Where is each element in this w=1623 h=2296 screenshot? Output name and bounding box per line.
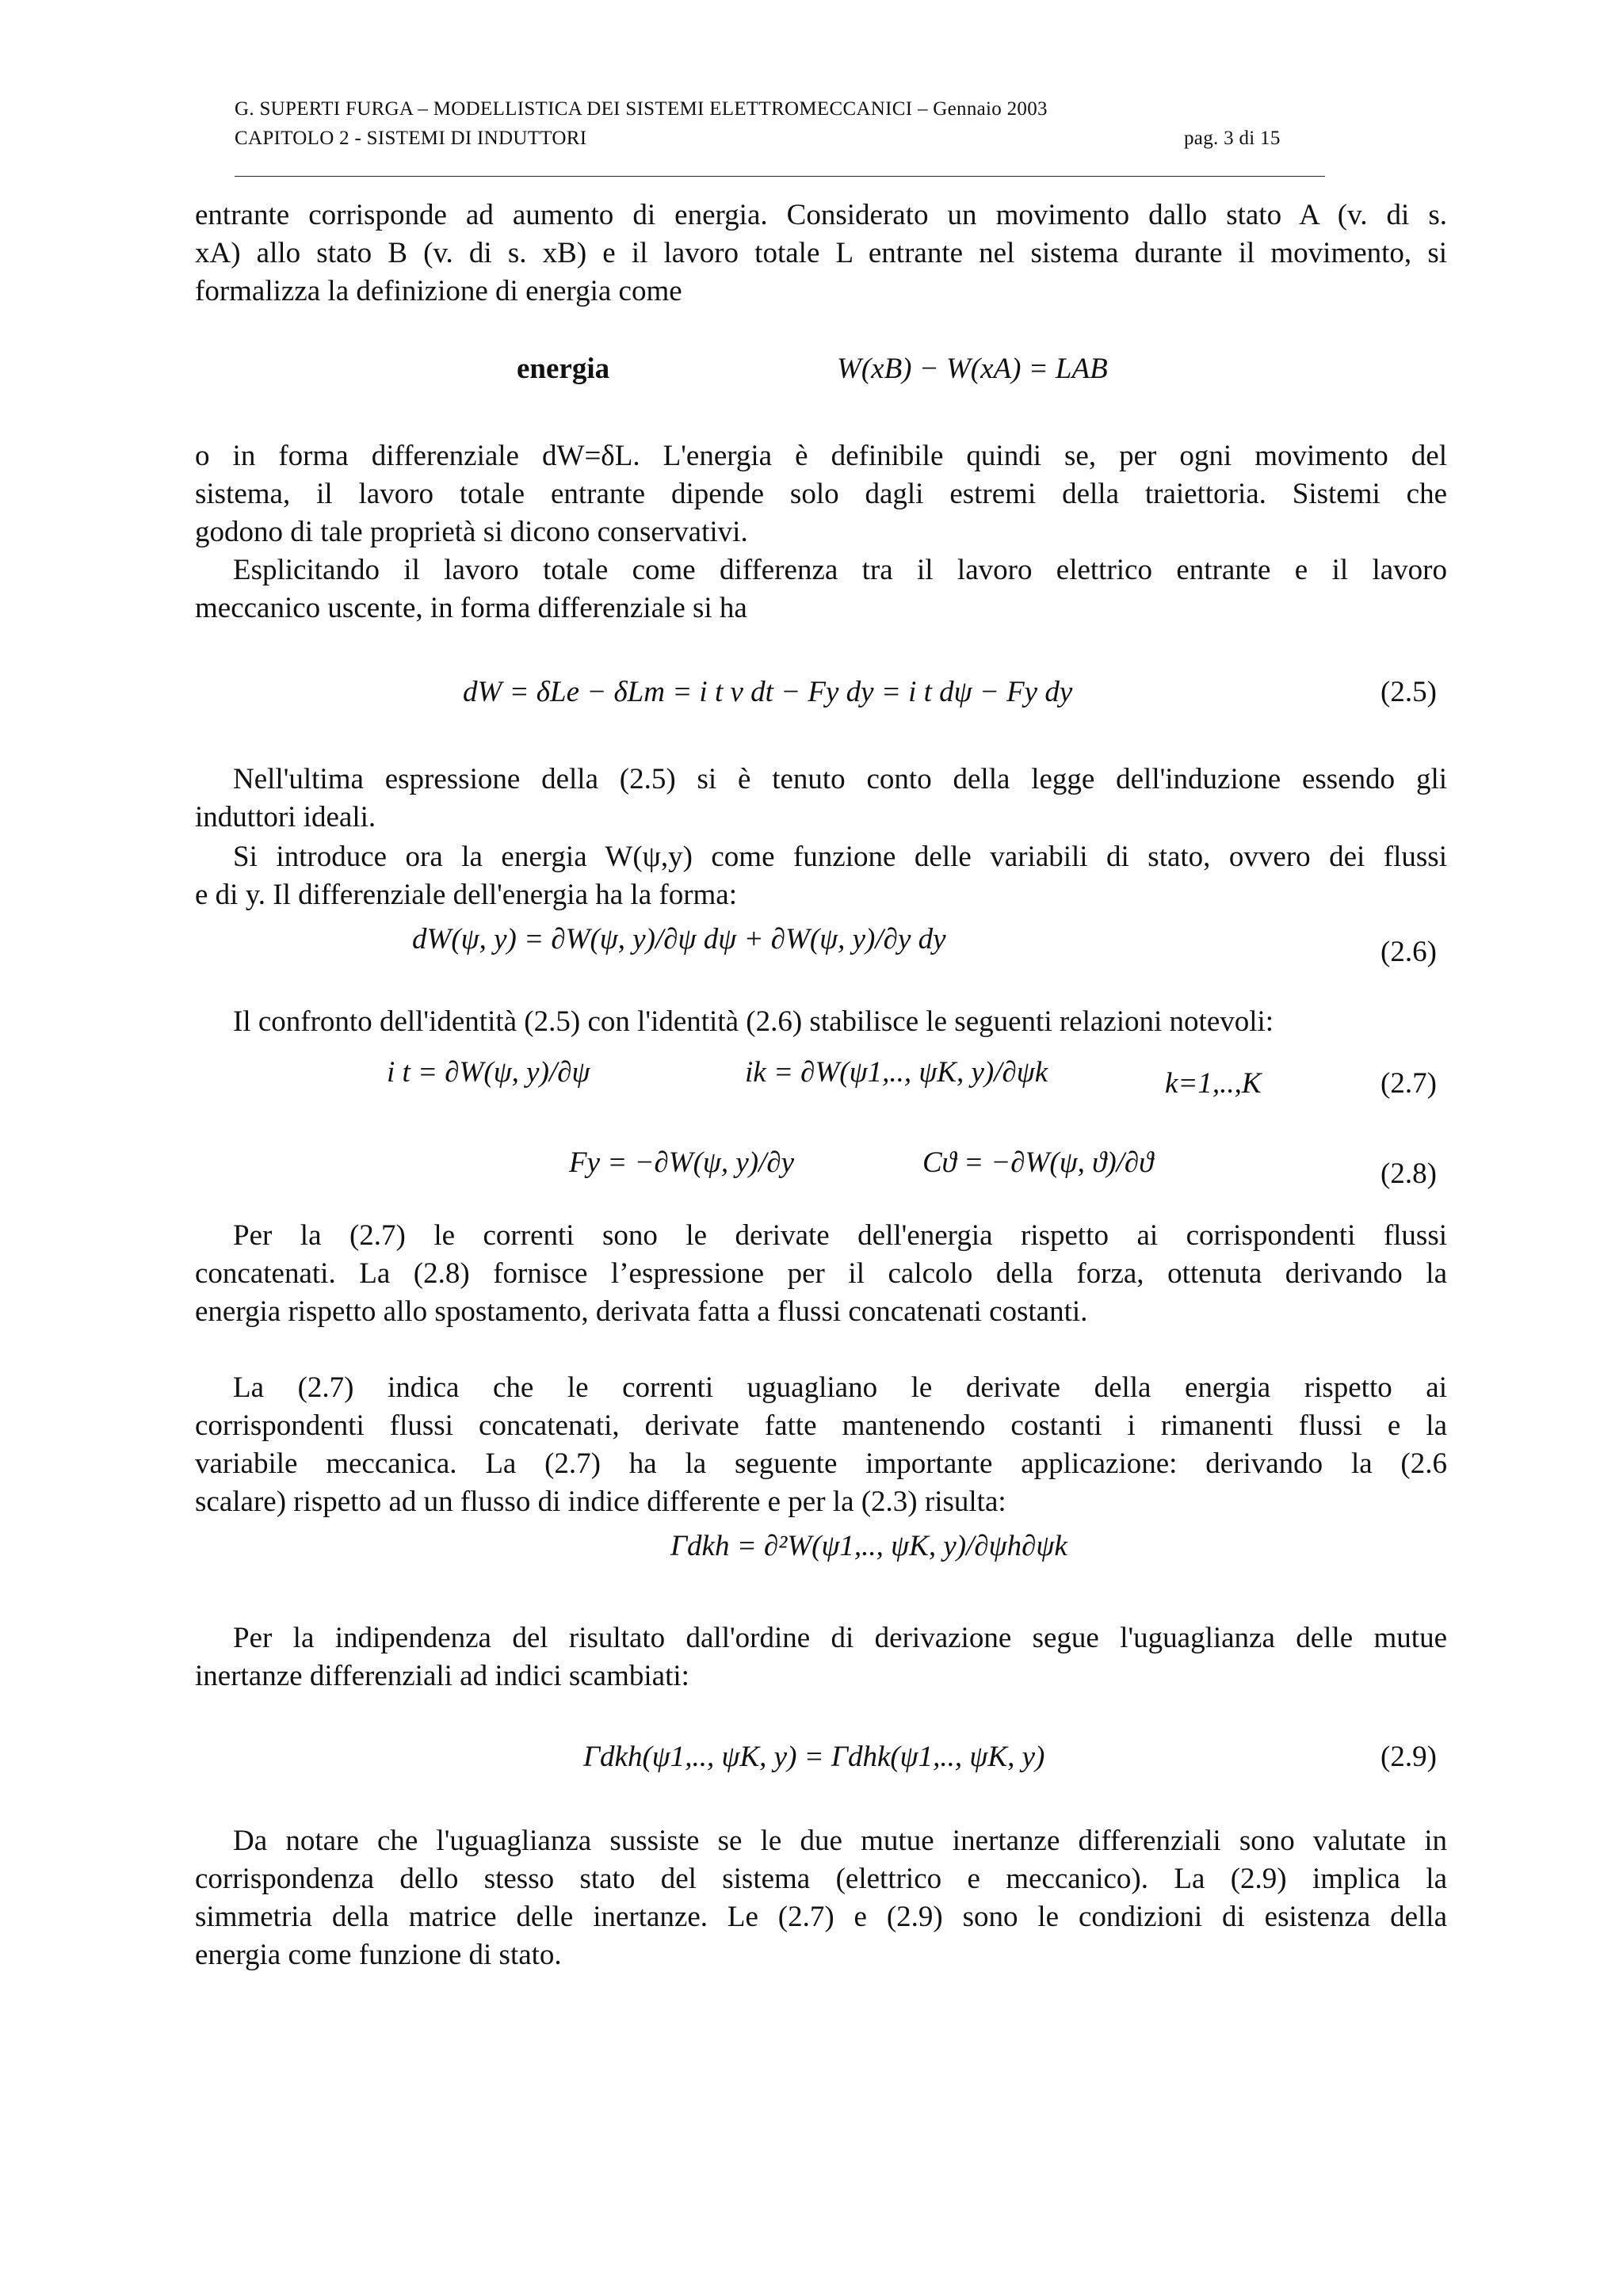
equation-2-7-range: k=1,..,K	[1165, 1067, 1262, 1100]
equation-number-2-7: (2.7)	[1381, 1067, 1437, 1100]
text-line: xA) allo stato B (v. di s. xB) e il lavoro totale L entrante nel sistema durante il movimento, si	[195, 237, 1447, 269]
text-line: inertanze differenziali ad indici scambiati:	[195, 1660, 689, 1692]
equation-2-7-current-k: ik = ∂W(ψ1,.., ψK, y)/∂ψk	[745, 1056, 1048, 1089]
text-line: formalizza la definizione di energia come	[195, 275, 682, 307]
paragraph-work-expansion	[195, 551, 1447, 627]
text-line: e di y. Il differenziale dell'energia ha la forma:	[195, 879, 737, 911]
text-line: godono di tale proprietà si dicono conservativi.	[195, 516, 748, 548]
equation-2-9: Γdkh(ψ1,.., ψK, y) = Γdhk(ψ1,.., ψK, y)	[583, 1741, 1045, 1773]
text-line: sistema, il lavoro totale entrante dipende solo dagli estremi della traiettoria. Sistemi che	[195, 478, 1447, 510]
text-line: Il confronto dell'identità (2.5) con l'identità (2.6) stabilisce le seguenti relazioni notevoli:	[233, 1005, 1274, 1038]
equation-2-5: dW = δLe − δLm = i t v dt − Fy dy = i t dψ − Fy dy	[463, 676, 1073, 708]
equation-number-2-8: (2.8)	[1381, 1158, 1437, 1190]
text-line: induttori ideali.	[195, 801, 376, 833]
equation-2-8-force: Fy = −∂W(ψ, y)/∂y	[569, 1146, 795, 1179]
paragraph-energy-differential	[195, 437, 1447, 551]
header-rule	[235, 176, 1325, 177]
text-line: corrispondenza dello stesso stato del sistema (elettrico e meccanico). La (2.9) implica la	[195, 1863, 1447, 1895]
text-line: energia come funzione di stato.	[195, 1939, 562, 1971]
paragraph-currents-derivatives	[195, 1217, 1447, 1331]
text-line: Da notare che l'uguaglianza sussiste se le due mutue inertanze differenziali sono valutate in	[233, 1825, 1447, 1857]
equation-2-7-current: i t = ∂W(ψ, y)/∂ψ	[387, 1056, 590, 1089]
paragraph-comparison	[195, 1003, 1447, 1041]
paragraph-independence	[195, 1619, 1447, 1695]
text-line: Per la indipendenza del risultato dall'ordine di derivazione segue l'uguaglianza delle mutue	[233, 1622, 1447, 1654]
text-line: corrispondenti flussi concatenati, derivate fatte mantenendo costanti i rimanenti flussi e la	[195, 1409, 1447, 1442]
equation-label-energia: energia	[517, 353, 610, 385]
paragraph-symmetry	[195, 1822, 1447, 1974]
text-line: o in forma differenziale dW=δL. L'energia è definibile quindi se, per ogni movimento del	[195, 440, 1447, 472]
equation-number-2-6: (2.6)	[1381, 936, 1437, 968]
text-line: scalare) rispetto ad un flusso di indice differente e per la (2.3) risulta:	[195, 1486, 1006, 1518]
equation-number-2-9: (2.9)	[1381, 1741, 1437, 1773]
text-line: Per la (2.7) le correnti sono le derivate dell'energia rispetto ai corrispondenti flussi	[233, 1219, 1447, 1252]
page-number: pag. 3 di 15	[1184, 128, 1281, 149]
running-header-chapter	[235, 128, 1328, 150]
equation-differential-inertance: Γdkh = ∂²W(ψ1,.., ψK, y)/∂ψh∂ψk	[670, 1530, 1067, 1562]
text-line: concatenati. La (2.8) fornisce l’espressione per il calcolo della forza, ottenuta derivando la	[195, 1257, 1447, 1290]
equation-number-2-5: (2.5)	[1381, 676, 1437, 708]
text-line: meccanico uscente, in forma differenziale si ha	[195, 592, 747, 624]
paragraph-energy-intro	[195, 196, 1447, 311]
equation-2-8-torque: Cϑ = −∂W(ψ, ϑ)/∂ϑ	[922, 1146, 1154, 1179]
equation-energy-definition: W(xB) − W(xA) = LAB	[837, 353, 1108, 385]
text-line: entrante corrisponde ad aumento di energia. Considerato un movimento dallo stato A (v. di s.	[195, 199, 1447, 231]
text-line: simmetria della matrice delle inertanze. Le (2.7) e (2.9) sono le condizioni di esistenza della	[195, 1901, 1447, 1933]
paragraph-state-function	[195, 838, 1447, 914]
running-header-title: G. SUPERTI FURGA – MODELLISTICA DEI SISTEMI ELETTROMECCANICI – Gennaio 2003	[235, 98, 1048, 120]
text-line: La (2.7) indica che le correnti uguagliano le derivate della energia rispetto ai	[233, 1371, 1447, 1404]
paragraph-application	[195, 1369, 1447, 1521]
text-line: variabile meccanica. La (2.7) ha la seguente importante applicazione: derivando la (2.6	[195, 1447, 1447, 1480]
text-line: Nell'ultima espressione della (2.5) si è tenuto conto della legge dell'induzione essendo gli	[233, 763, 1447, 795]
paragraph-induction-law	[195, 761, 1447, 837]
text-line: Si introduce ora la energia W(ψ,y) come funzione delle variabili di stato, ovvero dei flussi	[233, 841, 1447, 873]
chapter-title: CAPITOLO 2 - SISTEMI DI INDUTTORI	[235, 128, 587, 149]
equation-2-6: dW(ψ, y) = ∂W(ψ, y)/∂ψ dψ + ∂W(ψ, y)/∂y dy	[412, 923, 946, 955]
text-line: energia rispetto allo spostamento, derivata fatta a flussi concatenati costanti.	[195, 1295, 1088, 1328]
text-line: Esplicitando il lavoro totale come differenza tra il lavoro elettrico entrante e il lavoro	[233, 554, 1447, 586]
